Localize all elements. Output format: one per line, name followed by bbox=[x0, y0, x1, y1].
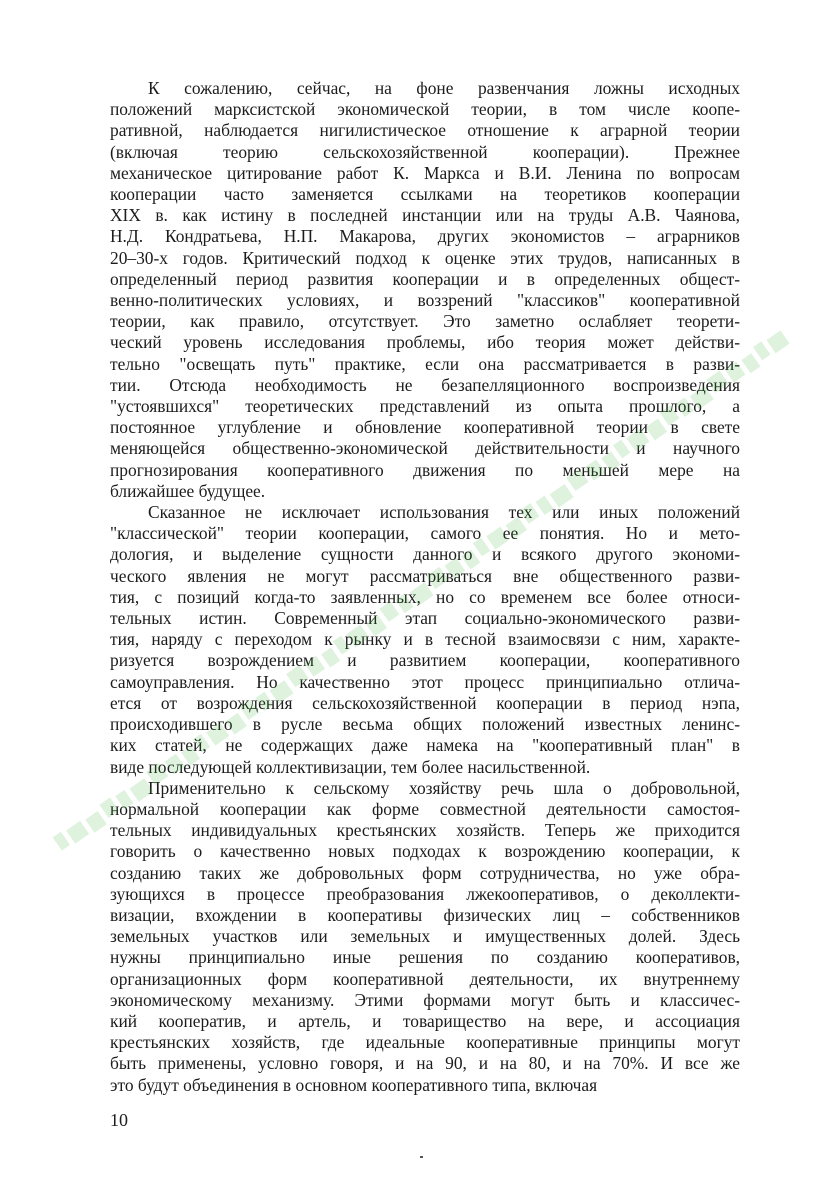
text-line: венно-политических условиях, и воззрений "классиков" кооперативной bbox=[110, 290, 740, 311]
text-line: прогнозирования кооперативного движения по меньшей мере на bbox=[110, 459, 740, 480]
text-line: ближайшее будущее. bbox=[110, 480, 266, 501]
text-line: (включая теорию сельскохозяйственной кооперации). Прежнее bbox=[110, 141, 740, 162]
text-line: механическое цитирование работ К. Маркса и В.И. Ленина по вопросам bbox=[110, 162, 740, 183]
scan-artifact bbox=[420, 1156, 423, 1158]
text-line: происходившего в русле весьма общих положений известных ленинс- bbox=[110, 714, 740, 735]
watermark-block bbox=[741, 353, 760, 373]
text-line: меняющейся общественно-экономической действительности и научного bbox=[110, 438, 740, 459]
text-line: тельных истин. Современный этап социально-экономического разви- bbox=[110, 608, 740, 629]
watermark-block bbox=[53, 832, 70, 851]
text-line: тия, наряду с переходом к рынку и в тесной взаимосвязи с ним, характе- bbox=[110, 629, 740, 650]
text-line: ративной, наблюдается нигилистическое отношение к аграрной теории bbox=[110, 120, 740, 141]
paragraph bbox=[110, 502, 740, 778]
text-line: 20–30-х годов. Критический подход к оценке этих трудов, написанных в bbox=[110, 247, 740, 268]
text-line: кооперации часто заменяется ссылками на теоретиков кооперации bbox=[110, 184, 740, 205]
text-line: тельно "освещать путь" практике, если она рассматривается в разви- bbox=[110, 353, 740, 374]
text-line: земельных участков или земельных и имущественных долей. Здесь bbox=[110, 926, 740, 947]
watermark-block bbox=[753, 341, 770, 360]
text-line: К сожалению, сейчас, на фоне развенчания ложны исходных bbox=[148, 78, 740, 98]
text-line: визации, вхождении в кооперативы физических лиц – собственников bbox=[110, 904, 740, 925]
text-line: созданию таких же добровольных форм сотрудничества, но уже обра- bbox=[110, 862, 740, 883]
text-line: виде последующей коллективизации, тем более насильственной. bbox=[110, 756, 591, 777]
watermark-block bbox=[766, 330, 789, 353]
text-line: определенный период развития кооперации и в определенных общест- bbox=[110, 268, 740, 289]
text-line: это будут объединения в основном кооперативного типа, включая bbox=[110, 1074, 598, 1095]
paragraph bbox=[110, 78, 740, 502]
text-line: Сказанное не исключает использования тех или иных положений bbox=[148, 502, 740, 523]
page-body bbox=[110, 78, 740, 1096]
text-line: ется от возрождения сельскохозяйственной кооперации в период нэпа, bbox=[110, 692, 740, 713]
text-line: зующихся в процессе преобразования лжекооперативов, о деколлекти- bbox=[110, 883, 740, 904]
text-line: постоянное углубление и обновление кооперативной теории в свете bbox=[110, 417, 740, 438]
text-line: положений марксистской экономической теории, в том числе коопе- bbox=[110, 99, 740, 120]
text-line: нормальной кооперации как форме совместной деятельности самостоя- bbox=[110, 798, 740, 819]
watermark-block bbox=[66, 821, 89, 844]
page-number: 10 bbox=[110, 1110, 128, 1130]
paragraph bbox=[110, 778, 740, 1096]
text-line: дология, и выделение сущности данного и всякого другого экономи- bbox=[110, 544, 740, 565]
text-line: ких статей, не содержащих даже намека на "кооперативный план" в bbox=[110, 735, 740, 756]
text-line: тии. Отсюда необходимость не безапелляционного воспроизведения bbox=[110, 374, 740, 395]
text-line: ческого явления не могут рассматриваться вне общественного разви- bbox=[110, 565, 740, 586]
text-line: кий кооператив, и артель, и товарищество на вере, и ассоциация bbox=[110, 1010, 740, 1031]
watermark-block bbox=[85, 811, 106, 833]
text-line: экономическому механизму. Этими формами могут быть и классичес- bbox=[110, 989, 740, 1010]
text-line: теории, как правило, отсутствует. Это заметно ослабляет теорети- bbox=[110, 311, 740, 332]
text-line: нужны принципиально иные решения по созданию кооперативов, bbox=[110, 947, 740, 968]
text-line: тельных индивидуальных крестьянских хозяйств. Теперь же приходится bbox=[110, 820, 740, 841]
text-line: "устоявшихся" теоретических представлений из опыта прошлого, а bbox=[110, 396, 740, 417]
text-line: XIX в. как истину в последней инстанции или на труды А.В. Чаянова, bbox=[110, 205, 740, 226]
text-line: организационных форм кооперативной деятельности, их внутреннему bbox=[110, 968, 740, 989]
text-line: тия, с позиций когда-то заявленных, но со временем все более относи- bbox=[110, 586, 740, 607]
text-line: Применительно к сельскому хозяйству речь шла о добровольной, bbox=[148, 777, 740, 798]
text-line: говорить о качественно новых подходах к возрождению кооперации, к bbox=[110, 841, 740, 862]
text-line: ризуется возрождением и развитием кооперации, кооперативного bbox=[110, 650, 740, 671]
text-line: ческий уровень исследования проблемы, ибо теория может действи- bbox=[110, 332, 740, 353]
text-line: крестьянских хозяйств, где идеальные кооперативные принципы могут bbox=[110, 1032, 740, 1053]
text-line: "классической" теории кооперации, самого ее понятия. Но и мето- bbox=[110, 523, 740, 544]
text-line: Н.Д. Кондратьева, Н.П. Макарова, других экономистов – аграрников bbox=[110, 226, 740, 247]
text-line: быть применены, условно говоря, и на 90, и на 80, и на 70%. И все же bbox=[110, 1053, 740, 1074]
text-line: самоуправления. Но качественно этот процесс принципиально отлича- bbox=[110, 671, 740, 692]
